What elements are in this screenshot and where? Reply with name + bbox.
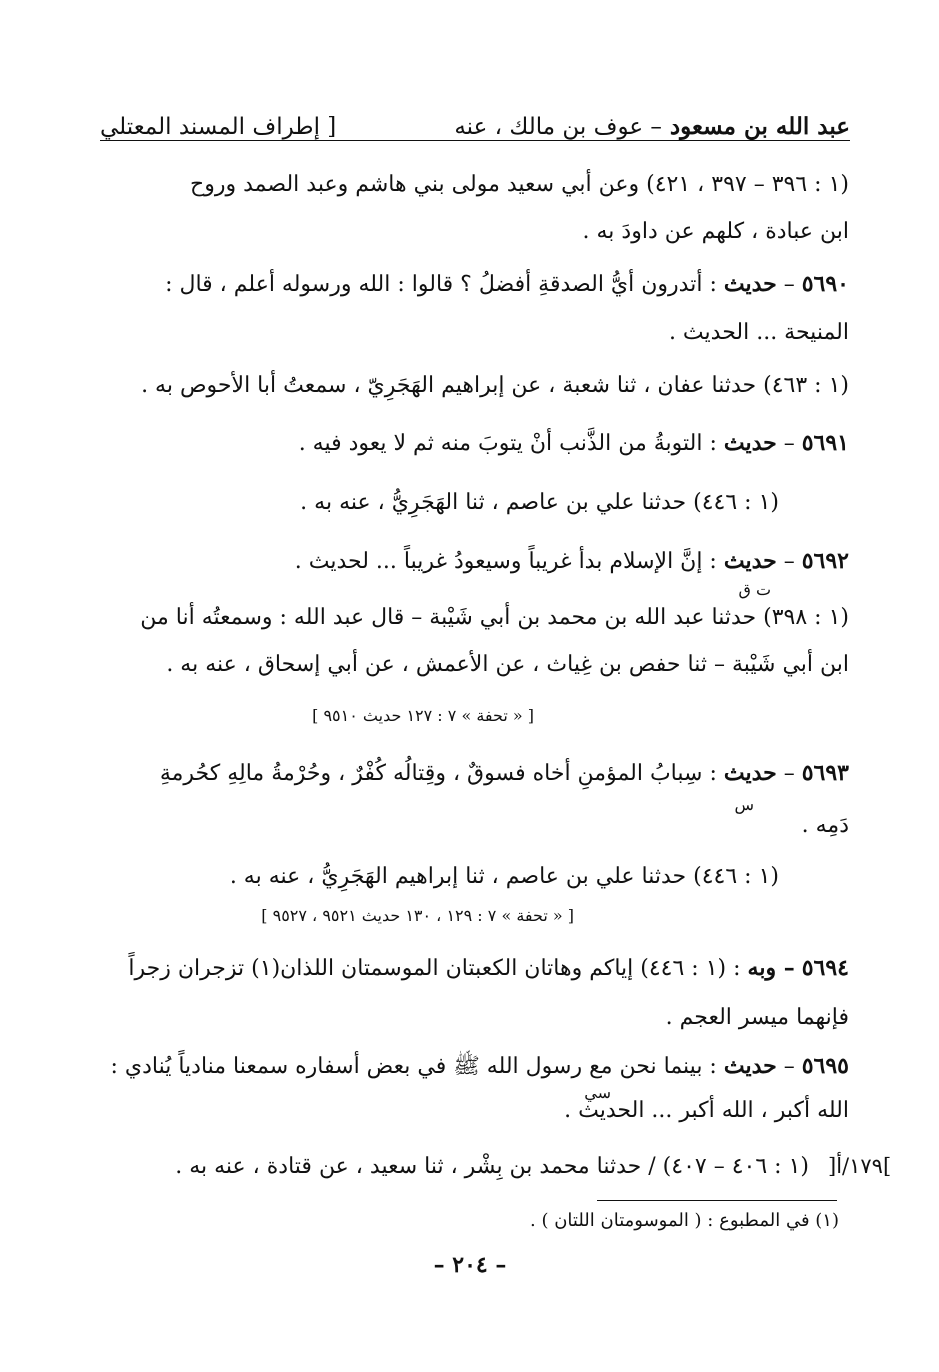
line-text: ابن أبي شَيْبة – ثنا حفص بن غِياث ، عن الأعمش ، عن أبي إسحاق ، عنه به . [166, 652, 849, 677]
text-line [141, 373, 849, 398]
hadith-keyword: حديث [723, 760, 777, 786]
line-text: [ « تحفة » ٧ : ١٢٩ ، ١٣٠ حديث ٩٥٢١ ، ٩٥٢٧ ] [261, 906, 574, 925]
hadith-number: ٥٦٩٢ [801, 548, 849, 574]
siglum: ت ق [738, 580, 771, 599]
text-line [166, 652, 849, 677]
text-line [802, 813, 849, 838]
tuhfa-reference [261, 906, 574, 925]
line-text: (١ : ٣٩٨) حدثنا عبد الله بن محمد بن أبي شَيْبة – قال عبد الله : وسمعتُه أنا من [140, 605, 849, 630]
hadith-keyword: حديث [723, 430, 777, 456]
line-text: فإنهما ميسر العجم . [665, 1005, 849, 1030]
hadith-entry: ٥٦٩٠ – حديث : أتدرون أيُّ الصدقةِ أفضلُ ؟ قالوا : الله ورسوله أعلم ، قال : [165, 271, 849, 297]
text-line [669, 320, 849, 345]
hadith-keyword: حديث [723, 271, 777, 297]
hadith-number: ٥٦٩٠ [801, 271, 849, 297]
text-line [666, 1005, 849, 1030]
hadith-entry: ٥٦٩١ – حديث : التوبةُ من الذَّنب أنْ يتوبَ منه ثم لا يعود فيه . [298, 430, 849, 456]
manuscript-folio-marker: ]١٧٩/أ[ [828, 1154, 892, 1178]
line-text: : إنَّ الإسلام بدأ غريباً وسيعودُ غريباً ... لحديث . [294, 549, 717, 574]
line-text: : (١ : ٤٤٦) إياكم وهاتان الكعبتان الموسمتان اللذان(١) تزجران زجراً [128, 956, 741, 981]
siglum: س [734, 795, 754, 814]
hadith-entry [128, 955, 849, 981]
hadith-keyword: حديث [723, 548, 777, 574]
hadith-keyword: حديث [723, 1053, 777, 1079]
header-title-bold: عبد الله بن مسعود [669, 113, 850, 140]
hadith-entry: ٥٦٩٢ – حديث : إنَّ الإسلام بدأ غريباً وسيعودُ غريباً ... لحديث . [294, 548, 849, 574]
hadith-number: ٥٦٩٤ [801, 955, 849, 981]
text-line [300, 490, 779, 515]
header-title [454, 113, 850, 140]
line-text: (١ : ٤٦٣) حدثنا عفان ، ثنا شعبة ، عن إبراهيم الهَجَرِيّ ، سمعتُ أبا الأحوص به . [141, 373, 849, 398]
footnote: (١) في المطبوع : ( الموسومتان اللتان ) . [530, 1210, 839, 1231]
text-line [564, 1098, 849, 1123]
hadith-keyword: – وبه [747, 955, 795, 981]
line-text: : سِبابُ المؤمنِ أخاه فسوقٌ ، وقِتالُه كُفْرٌ ، وحُرْمةُ مالِهِ كحُرمةِ [159, 761, 717, 786]
text-line [175, 1154, 809, 1179]
line-text: : بينما نحن مع رسول الله ﷺ في بعض أسفاره سمعنا منادياً يُنادي : [110, 1054, 717, 1079]
header-rule [100, 140, 850, 141]
tuhfa-reference [312, 706, 534, 725]
hadith-number: ٥٦٩١ [801, 430, 849, 456]
line-text: : أتدرون أيُّ الصدقةِ أفضلُ ؟ قالوا : الله ورسوله أعلم ، قال : [165, 272, 717, 297]
siglum: سي [584, 1083, 611, 1102]
line-text: (١ : ٤٤٦) حدثنا علي بن عاصم ، ثنا إبراهيم الهَجَرِيُّ ، عنه به . [229, 864, 779, 889]
text-line [230, 864, 779, 889]
hadith-entry: ٥٦٩٣ – حديث : سِبابُ المؤمنِ أخاه فسوقٌ ، وقِتالُه كُفْرٌ ، وحُرْمةُ مالِهِ كحُرمةِ [159, 760, 849, 786]
header-book-title: [ إطراف المسند المعتلي [100, 114, 337, 140]
line-text: دَمِه . [801, 813, 849, 838]
line-text: (١ : ٣٩٦ – ٣٩٧ ، ٤٢١) وعن أبي سعيد مولى بني هاشم وعبد الصمد وروح [190, 172, 849, 197]
line-text: (١ : ٤٤٦) حدثنا علي بن عاصم ، ثنا الهَجَرِيُّ ، عنه به . [300, 490, 779, 515]
line-text: ابن عبادة ، كلهم عن داودَ به . [582, 219, 849, 244]
hadith-number: ٥٦٩٥ [801, 1053, 849, 1079]
line-text: المنيحة ... الحديث . [668, 320, 849, 345]
page-number: – ٢٠٤ – [433, 1252, 507, 1278]
text-line [190, 172, 849, 197]
hadith-entry: ٥٦٩٥ – حديث : بينما نحن مع رسول الله ﷺ في بعض أسفاره سمعنا منادياً يُنادي : [110, 1053, 849, 1079]
line-text: [ « تحفة » ٧ : ١٢٧ حديث ٩٥١٠ ] [312, 706, 534, 725]
running-header [100, 100, 850, 140]
footnote-rule [597, 1200, 837, 1201]
line-text: الله أكبر ، الله أكبر ... الحديث . [564, 1098, 849, 1123]
text-line [583, 219, 849, 244]
line-text: (١ : ٤٠٦ – ٤٠٧) / حدثنا محمد بن بِشْر ، ثنا سعيد ، عن قتادة ، عنه به . [175, 1154, 809, 1179]
header-title-rest: – عوف بن مالك ، عنه [454, 114, 662, 140]
text-line [140, 605, 849, 630]
hadith-number: ٥٦٩٣ [801, 760, 849, 786]
line-text: : التوبةُ من الذَّنب أنْ يتوبَ منه ثم لا يعود فيه . [298, 431, 717, 456]
